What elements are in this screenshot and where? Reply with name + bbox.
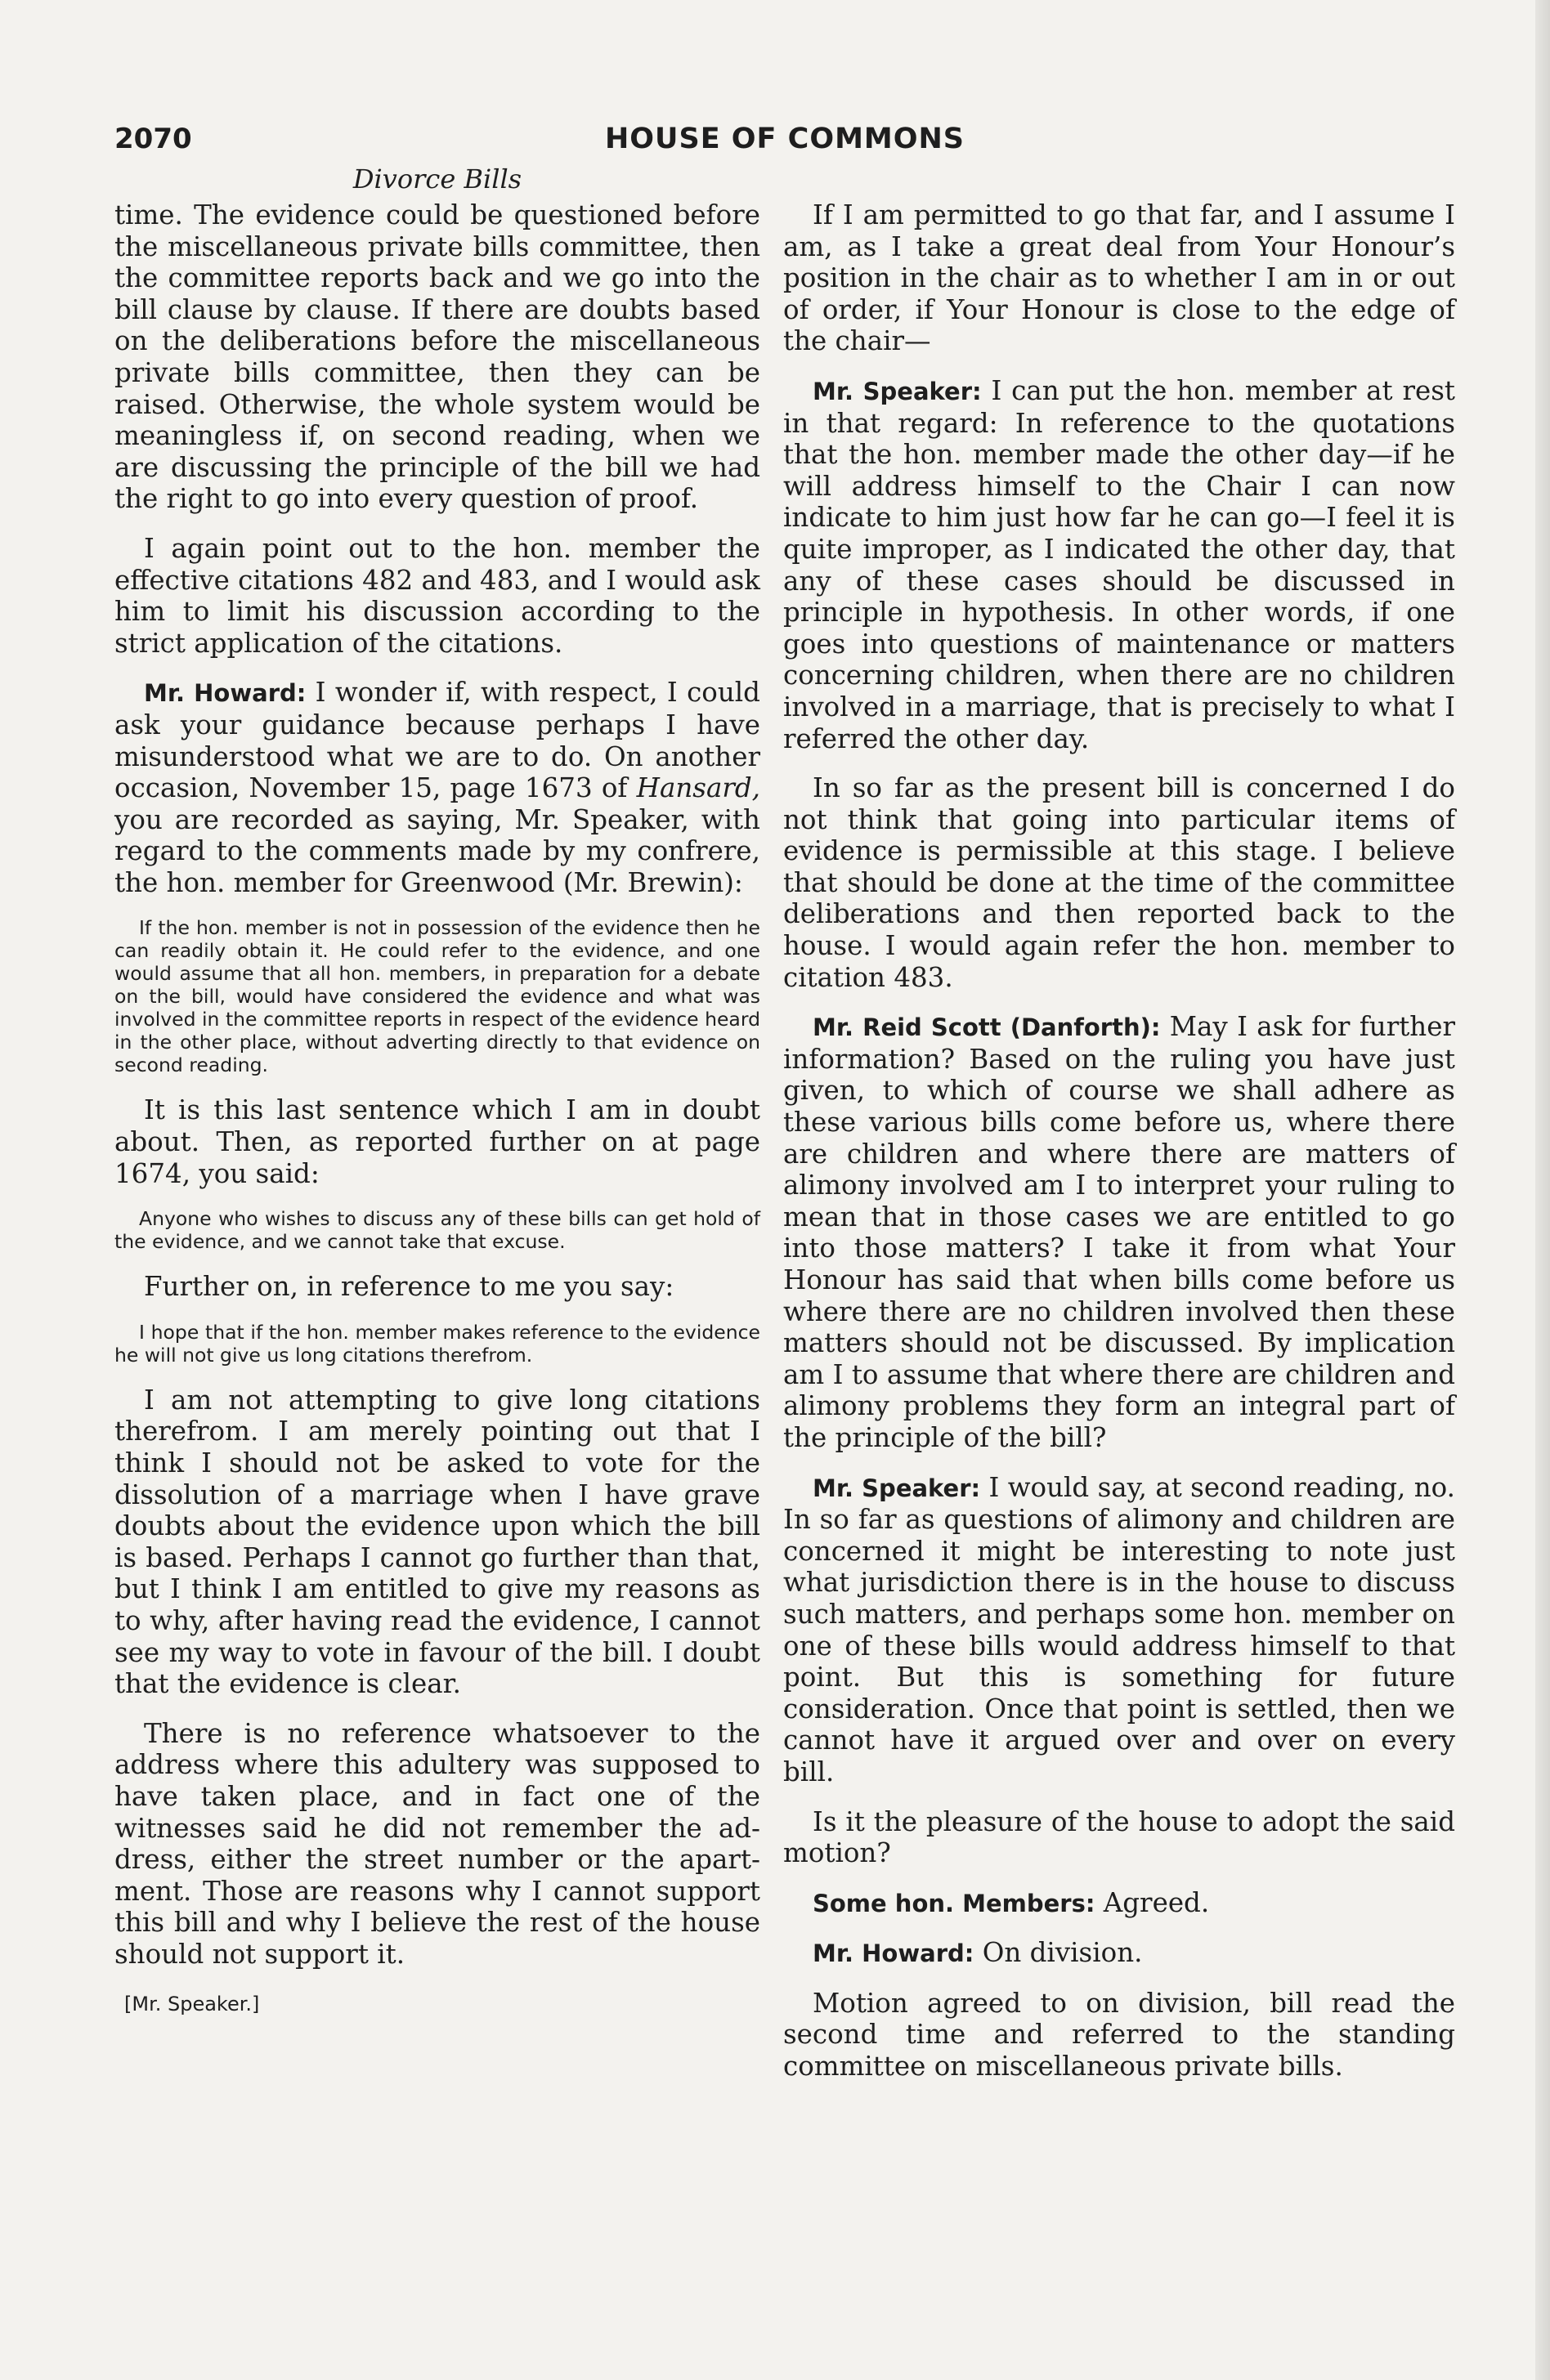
paragraph xyxy=(783,1011,1455,1453)
page-number: 2070 xyxy=(114,123,192,155)
paragraph: It is this last sentence which I am in doubt about. Then, as reported further on at page 1674, you said: xyxy=(114,1094,760,1189)
paragraph: Is it the pleasure of the house to adopt the said motion? xyxy=(783,1805,1455,1869)
block-quote: I hope that if the hon. member makes reference to the evidence he will not give us long citations therefrom. xyxy=(114,1320,760,1367)
speaker-name: Mr. Howard: xyxy=(144,679,307,708)
right-column xyxy=(783,199,1455,2100)
block-quote: Anyone who wishes to discuss any of these bills can get hold of the evidence, and we cannot take that excuse. xyxy=(114,1207,760,1254)
speaker-name: Mr. Reid Scott (Danforth): xyxy=(813,1013,1161,1042)
speaker-name: Mr. Speaker: xyxy=(813,377,982,405)
italic-text: Hansard, xyxy=(636,772,760,804)
paragraph-text: I would say, at second reading, no. In so far as questions of alimony and children are concerned it might be interesting to note just what jurisdiction there is in the house to discuss such matters, and perhaps some hon. member on one of these bills would address himself to that point. But this is something for future consideration. Once that point is settled, then we cannot have it argued over and over on every bill. xyxy=(783,1471,1455,1787)
paragraph-text: May I ask for further information? Based on the ruling you have just given, to which of course we shall adhere as these various bills come before us, where there are children and where there are matters of alimony involved am I to interpret your ruling to mean that in those cases we are entitled to go into those matters? I take it from what Your Honour has said that when bills come before us where there are no children involved then these matters should not be discussed. By implication am I to assume that where there are children and alimony problems they form an integral part of the principle of the bill? xyxy=(783,1011,1455,1453)
paragraph: Motion agreed to on division, bill read the second time and referred to the standing committee on miscellaneous private bills. xyxy=(783,1987,1455,2082)
paragraph: There is no reference whatsoever to the address where this adultery was supposed to have taken place, and in fact one of the witnesses said he did not remember the address, either the street number or the apartment. Those are reasons why I cannot support this bill and why I believe the rest of the house should not support it. xyxy=(114,1717,760,1970)
paragraph-text: On division. xyxy=(974,1937,1143,1969)
speaker-name: Some hon. Members: xyxy=(813,1889,1095,1917)
speaker-name: Mr. Speaker: xyxy=(813,1474,981,1502)
paragraph-text: Agreed. xyxy=(1095,1886,1210,1918)
footer-note: [Mr. Speaker.] xyxy=(124,1992,260,2015)
paragraph-text: you are recorded as saying, Mr. Speaker, with regard to the comments made by my confrere, the hon. member for Greenwood (Mr. Brewin): xyxy=(114,803,760,898)
running-title: HOUSE OF COMMONS xyxy=(605,123,965,155)
block-quote: If the hon. member is not in possession of the evidence then he can readily obtain it. He could refer to the evidence, and one would assume that all hon. members, in preparation for a debate on the bill, would have considered the evidence and what was involved in the committee reports in respect of the evidence heard in the other place, without adverting directly to that evidence on second reading. xyxy=(114,916,760,1077)
paragraph xyxy=(114,677,760,898)
paragraph: I am not attempting to give long citations therefrom. I am merely pointing out that I think I should not be asked to vote for the dissolution of a marriage when I have grave doubts about the evidence upon which the bill is based. Perhaps I cannot go further than that, but I think I am entitled to give my reasons as to why, after having read the evidence, I cannot see my way to vote in favour of the bill. I doubt that the evidence is clear. xyxy=(114,1384,760,1700)
paragraph xyxy=(783,1887,1455,1920)
paragraph: In so far as the present bill is concerned I do not think that going into particular items of evidence is permissible at this stage. I believe that should be done at the time of the committee deliberations and then reported back to the house. I would again refer the hon. member to citation 483. xyxy=(783,772,1455,993)
speaker-name: Mr. Howard: xyxy=(813,1939,974,1968)
paragraph xyxy=(783,1472,1455,1788)
paragraph-text: I wonder if, with respect, I could ask your guidance because perhaps I have misunderstood what we are to do. On another occasion, November 15, page 1673 of xyxy=(114,677,760,804)
left-column xyxy=(114,199,760,2020)
paragraph-text: I can put the hon. member at rest in that regard: In reference to the quotations that the hon. member made the other day—if he will address himself to the Chair I can now indicate to him just how far he can go—I feel it is quite improper, as I indicated the other day, that any of these cases should be discussed in principle in hypothesis. In other words, if one goes into questions of maintenance or matters concerning children, when there are no children involved in a marriage, that is precisely to what I referred the other day. xyxy=(783,374,1455,754)
paragraph: time. The evidence could be questioned before the miscellaneous private bills committee, then the committee reports back and we go into the bill clause by clause. If there are doubts based on the deliberations before the miscellaneous private bills committee, then they can be raised. Otherwise, the whole system would be meaningless if, on second reading, when we are discussing the principle of the bill we had the right to go into every question of proof. xyxy=(114,199,760,515)
paragraph xyxy=(783,1937,1455,1970)
paragraph xyxy=(783,375,1455,754)
section-title: Divorce Bills xyxy=(352,163,522,195)
paragraph: I again point out to the hon. member the effective citations 482 and 483, and I would ask him to limit his discussion according to the strict application of the citations. xyxy=(114,532,760,659)
page-edge xyxy=(1535,0,1550,2380)
paragraph: If I am permitted to go that far, and I assume I am, as I take a great deal from Your Honour’s position in the chair as to whether I am in or out of order, if Your Honour is close to the edge of the chair— xyxy=(783,199,1455,357)
paragraph: Further on, in reference to me you say: xyxy=(144,1271,674,1303)
